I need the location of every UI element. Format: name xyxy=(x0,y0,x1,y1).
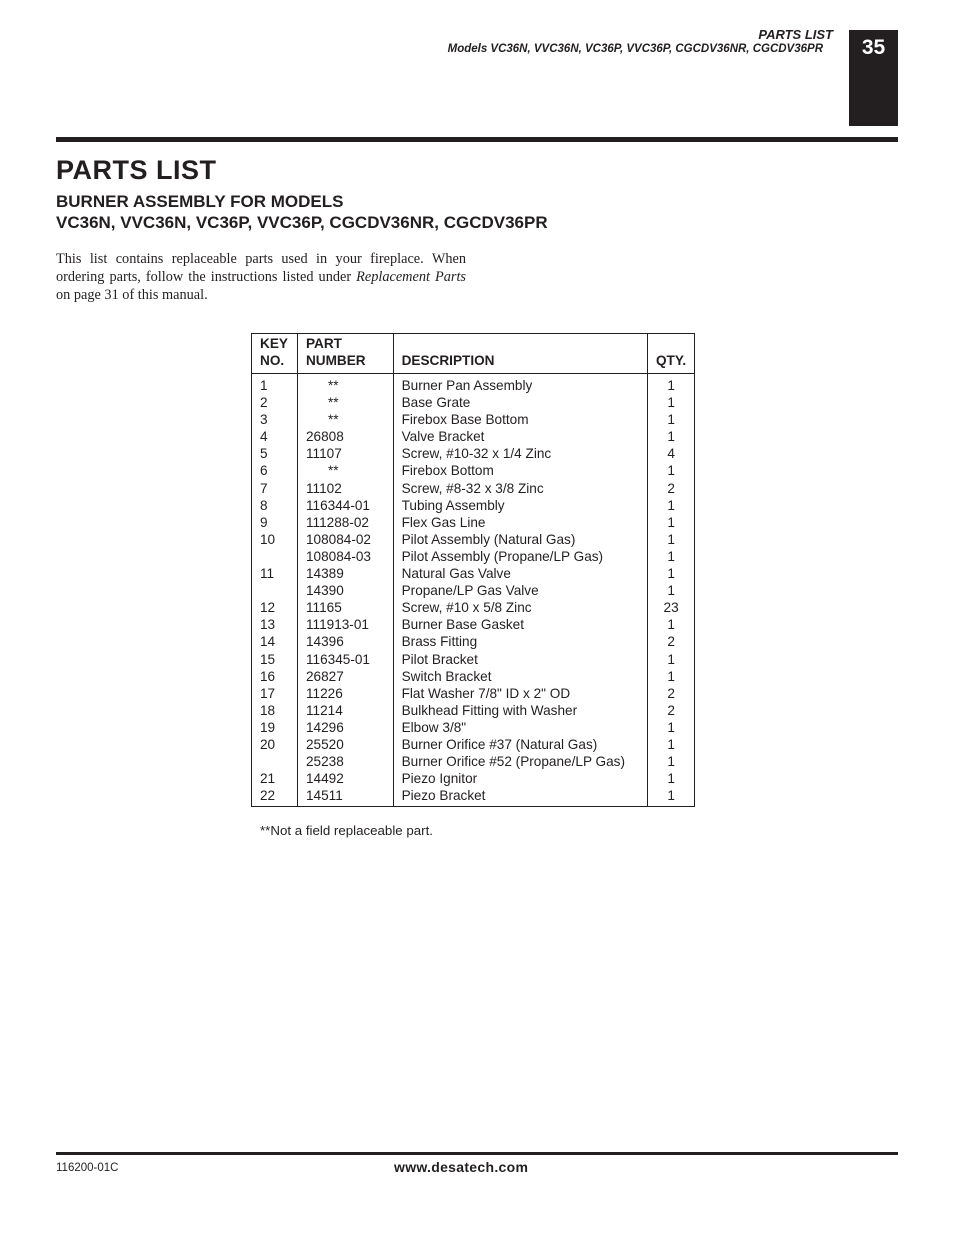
part-number-cell: 111913-01 xyxy=(297,616,393,633)
part-number-cell: 14396 xyxy=(297,633,393,650)
top-rule xyxy=(56,137,898,142)
description-cell: Brass Fitting xyxy=(393,633,648,650)
key-no-cell: 17 xyxy=(260,685,276,701)
part-number-cell: ** xyxy=(297,394,393,411)
part-number-cell: 14492 xyxy=(297,770,393,787)
description-cell: Flex Gas Line xyxy=(393,514,648,531)
description-cell: Firebox Base Bottom xyxy=(393,411,648,428)
description-cell: Base Grate xyxy=(393,394,648,411)
description-cell: Screw, #10-32 x 1/4 Zinc xyxy=(393,445,648,462)
qty-cell: 2 xyxy=(648,633,695,650)
description-cell: Screw, #10 x 5/8 Zinc xyxy=(393,599,648,616)
part-number-cell: 26827 xyxy=(297,668,393,685)
key-no-cell: 15 xyxy=(260,651,276,667)
footnote: **Not a field replaceable part. xyxy=(260,823,433,838)
parts-table xyxy=(251,333,695,807)
qty-cell: 1 xyxy=(648,428,695,445)
header-qty: QTY. xyxy=(648,334,695,374)
table-row xyxy=(252,548,695,565)
description-cell: Burner Base Gasket xyxy=(393,616,648,633)
key-no-cell: 10 xyxy=(260,531,276,547)
table-row xyxy=(252,685,695,702)
description-cell: Propane/LP Gas Valve xyxy=(393,582,648,599)
description-cell: Pilot Bracket xyxy=(393,651,648,668)
part-number-cell: 116344-01 xyxy=(297,497,393,514)
part-number-cell: 11165 xyxy=(297,599,393,616)
part-number-cell: 14296 xyxy=(297,719,393,736)
description-cell: Flat Washer 7/8" ID x 2" OD xyxy=(393,685,648,702)
key-no-cell: 2 xyxy=(260,395,268,411)
key-no-cell: 18 xyxy=(260,702,276,718)
table-row xyxy=(252,787,695,807)
description-cell: Bulkhead Fitting with Washer xyxy=(393,702,648,719)
table-row xyxy=(252,445,695,462)
table-row xyxy=(252,480,695,497)
table-row xyxy=(252,651,695,668)
description-cell: Tubing Assembly xyxy=(393,497,648,514)
page-number: 35 xyxy=(861,36,886,59)
qty-cell: 1 xyxy=(648,616,695,633)
part-number-cell: 14511 xyxy=(297,787,393,807)
part-number-cell: 14389 xyxy=(297,565,393,582)
qty-cell: 1 xyxy=(648,497,695,514)
table-row xyxy=(252,753,695,770)
table-row xyxy=(252,668,695,685)
qty-cell: 1 xyxy=(648,411,695,428)
description-cell: Valve Bracket xyxy=(393,428,648,445)
qty-cell: 1 xyxy=(648,548,695,565)
part-number-cell: 11102 xyxy=(297,480,393,497)
qty-cell: 1 xyxy=(648,753,695,770)
key-no-cell: 19 xyxy=(260,719,276,735)
part-number-cell: 111288-02 xyxy=(297,514,393,531)
qty-cell: 1 xyxy=(648,787,695,807)
qty-cell: 1 xyxy=(648,514,695,531)
part-number-cell: ** xyxy=(297,411,393,428)
key-no-cell: 4 xyxy=(260,429,268,445)
key-no-cell: 16 xyxy=(260,668,276,684)
table-row xyxy=(252,582,695,599)
qty-cell: 1 xyxy=(648,462,695,479)
table-row xyxy=(252,719,695,736)
table-row xyxy=(252,394,695,411)
key-no-cell: 13 xyxy=(260,617,276,633)
key-no-cell: 21 xyxy=(260,771,276,787)
page-subtitle xyxy=(56,191,548,233)
parts-table-body xyxy=(252,374,695,807)
intro-text-before: This list contains replaceable parts used in your fireplace. When ordering parts, follow the instructions listed under xyxy=(56,251,466,285)
part-number-cell: 108084-03 xyxy=(297,548,393,565)
description-cell: Pilot Assembly (Propane/LP Gas) xyxy=(393,548,648,565)
header-models: Models VC36N, VVC36N, VC36P, VVC36P, CGCDV36NR, CGCDV36PR xyxy=(447,43,823,55)
parts-table-header-row xyxy=(252,334,695,374)
description-cell: Firebox Bottom xyxy=(393,462,648,479)
key-no-cell: 14 xyxy=(260,634,276,650)
description-cell: Switch Bracket xyxy=(393,668,648,685)
intro-italic-reference: Replacement Parts xyxy=(356,269,466,285)
part-number-cell: 25520 xyxy=(297,736,393,753)
key-no-cell xyxy=(252,548,298,565)
part-number-cell: 14390 xyxy=(297,582,393,599)
qty-cell: 2 xyxy=(648,685,695,702)
qty-cell: 23 xyxy=(648,599,695,616)
description-cell: Screw, #8-32 x 3/8 Zinc xyxy=(393,480,648,497)
qty-cell: 1 xyxy=(648,394,695,411)
key-no-cell: 1 xyxy=(260,378,268,393)
table-row xyxy=(252,428,695,445)
website-url: www.desatech.com xyxy=(394,1159,529,1175)
qty-cell: 1 xyxy=(648,736,695,753)
key-no-cell: 7 xyxy=(260,480,268,496)
part-number-cell: 116345-01 xyxy=(297,651,393,668)
description-cell: Burner Pan Assembly xyxy=(393,374,648,395)
table-row xyxy=(252,565,695,582)
part-number-cell: 108084-02 xyxy=(297,531,393,548)
bottom-rule xyxy=(56,1152,898,1155)
description-cell: Piezo Bracket xyxy=(393,787,648,807)
table-row xyxy=(252,633,695,650)
qty-cell: 1 xyxy=(648,668,695,685)
table-row xyxy=(252,616,695,633)
description-cell: Pilot Assembly (Natural Gas) xyxy=(393,531,648,548)
table-row xyxy=(252,411,695,428)
intro-paragraph xyxy=(56,250,466,304)
header-section-title: PARTS LIST xyxy=(758,27,833,42)
part-number-cell: ** xyxy=(297,374,393,395)
header-key-no: KEY NO. xyxy=(252,334,298,374)
description-cell: Natural Gas Valve xyxy=(393,565,648,582)
description-cell: Burner Orifice #37 (Natural Gas) xyxy=(393,736,648,753)
part-number-cell: 11214 xyxy=(297,702,393,719)
table-row xyxy=(252,770,695,787)
page-title: PARTS LIST xyxy=(56,155,217,185)
subtitle-line-2: VC36N, VVC36N, VC36P, VVC36P, CGCDV36NR, CGCDV36PR xyxy=(56,213,548,232)
description-cell: Elbow 3/8" xyxy=(393,719,648,736)
key-no-cell: 3 xyxy=(260,412,268,428)
table-row xyxy=(252,736,695,753)
description-cell: Piezo Ignitor xyxy=(393,770,648,787)
key-no-cell: 9 xyxy=(260,514,268,530)
qty-cell: 1 xyxy=(648,719,695,736)
intro-text-after: on page 31 of this manual. xyxy=(56,287,208,303)
part-number-cell: 26808 xyxy=(297,428,393,445)
description-cell: Burner Orifice #52 (Propane/LP Gas) xyxy=(393,753,648,770)
key-no-cell: 11 xyxy=(260,566,275,582)
qty-cell: 1 xyxy=(648,651,695,668)
part-number-cell: ** xyxy=(297,462,393,479)
document-code: 116200-01C xyxy=(56,1162,119,1174)
qty-cell: 1 xyxy=(648,582,695,599)
key-no-cell: 22 xyxy=(260,788,276,804)
qty-cell: 1 xyxy=(648,770,695,787)
header-part-number: PART NUMBER xyxy=(297,334,393,374)
subtitle-line-1: BURNER ASSEMBLY FOR MODELS xyxy=(56,192,344,211)
key-no-cell xyxy=(252,582,298,599)
key-no-cell: 6 xyxy=(260,463,268,479)
qty-cell: 1 xyxy=(648,531,695,548)
table-row xyxy=(252,514,695,531)
qty-cell: 2 xyxy=(648,480,695,497)
part-number-cell: 25238 xyxy=(297,753,393,770)
table-row xyxy=(252,462,695,479)
table-row xyxy=(252,702,695,719)
key-no-cell: 8 xyxy=(260,497,268,513)
key-no-cell xyxy=(252,753,298,770)
key-no-cell: 12 xyxy=(260,600,276,616)
table-row xyxy=(252,599,695,616)
part-number-cell: 11226 xyxy=(297,685,393,702)
part-number-cell: 11107 xyxy=(297,445,393,462)
table-row xyxy=(252,374,695,395)
qty-cell: 1 xyxy=(648,374,695,395)
table-row xyxy=(252,531,695,548)
qty-cell: 4 xyxy=(648,445,695,462)
table-row xyxy=(252,497,695,514)
key-no-cell: 20 xyxy=(260,736,276,752)
page-number-tab xyxy=(849,30,898,126)
qty-cell: 2 xyxy=(648,702,695,719)
qty-cell: 1 xyxy=(648,565,695,582)
header-description: DESCRIPTION xyxy=(393,334,648,374)
key-no-cell: 5 xyxy=(260,446,268,462)
